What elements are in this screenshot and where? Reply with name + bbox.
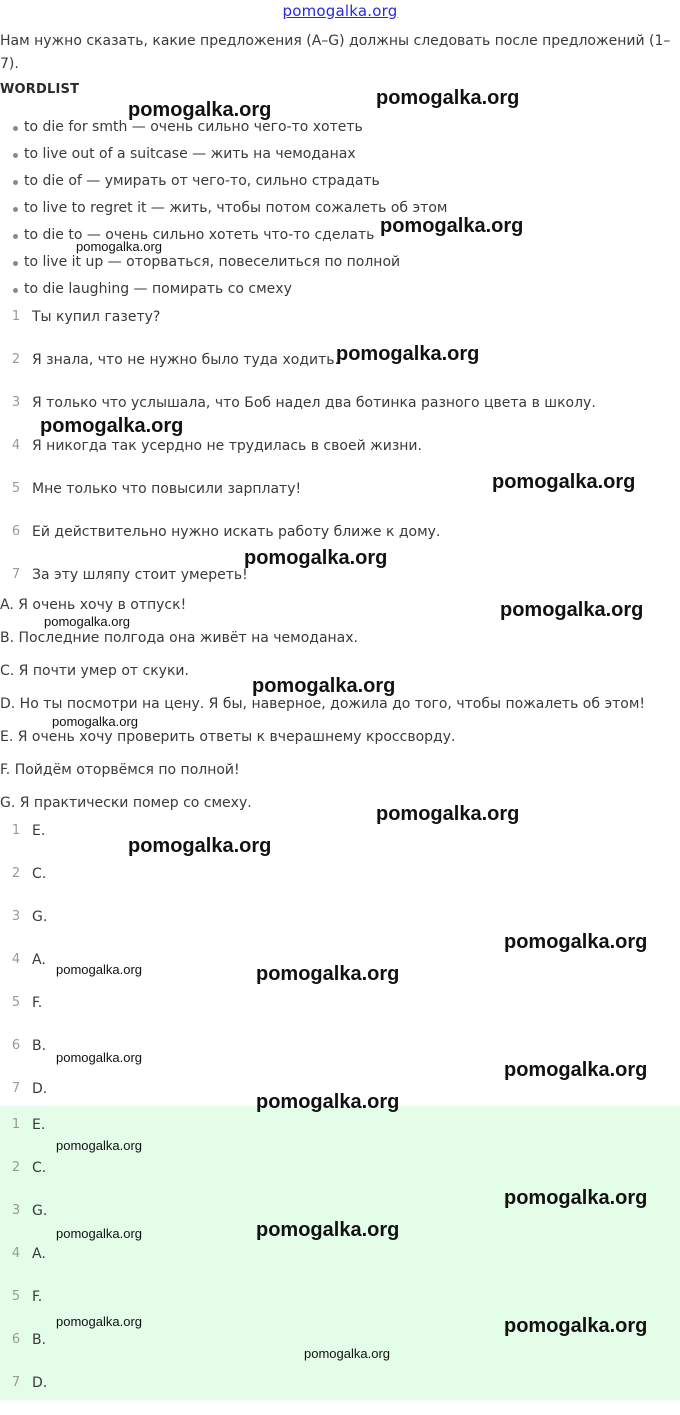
watermark: pomogalka.org bbox=[492, 471, 636, 493]
answer-letter: G. bbox=[32, 909, 48, 925]
answer-letter: B. bbox=[32, 1038, 47, 1054]
watermark: pomogalka.org bbox=[504, 931, 648, 953]
item-number: 5 bbox=[11, 995, 21, 1010]
item-number: 1 bbox=[11, 823, 21, 838]
answer-item bbox=[0, 863, 47, 906]
answer-item bbox=[0, 1286, 47, 1329]
item-number: 2 bbox=[11, 352, 21, 367]
option-item: E. Я очень хочу проверить ответы к вчерашнему кроссворду. bbox=[0, 729, 456, 745]
sentence-item bbox=[0, 349, 596, 392]
option-item: G. Я практически помер со смеху. bbox=[0, 795, 252, 811]
wordlist bbox=[0, 116, 447, 305]
answer-letter: F. bbox=[32, 995, 43, 1011]
item-number: 5 bbox=[11, 481, 21, 496]
watermark: pomogalka.org bbox=[256, 1091, 400, 1113]
item-number: 7 bbox=[11, 1081, 21, 1096]
watermark: pomogalka.org bbox=[52, 714, 138, 729]
wordlist-item: to live it up — оторваться, повеселиться по полной bbox=[0, 251, 447, 278]
answer-letter: F. bbox=[32, 1289, 43, 1305]
highlighted-answer-list bbox=[0, 1114, 47, 1415]
answer-item bbox=[0, 1200, 47, 1243]
option-item: C. Я почти умер от скуки. bbox=[0, 663, 189, 679]
answer-item bbox=[0, 1114, 47, 1157]
answer-letter: D. bbox=[32, 1081, 48, 1097]
answer-item bbox=[0, 1157, 47, 1200]
option-item: D. Но ты посмотри на цену. Я бы, наверное, дожила до того, чтобы пожалеть об этом! bbox=[0, 696, 646, 712]
item-number: 3 bbox=[11, 1203, 21, 1218]
wordlist-title: WORDLIST bbox=[0, 82, 80, 97]
watermark: pomogalka.org bbox=[56, 1138, 142, 1153]
site-link[interactable]: pomogalka.org bbox=[282, 2, 398, 20]
watermark: pomogalka.org bbox=[376, 803, 520, 825]
answer-letter: A. bbox=[32, 952, 46, 968]
task-instruction: Нам нужно сказать, какие предложения (A–G) должны следовать после предложений (1–7). bbox=[0, 33, 671, 72]
item-number: 7 bbox=[11, 567, 21, 582]
answer-item bbox=[0, 949, 47, 992]
watermark: pomogalka.org bbox=[500, 599, 644, 621]
item-number: 6 bbox=[11, 1332, 21, 1347]
answer-item bbox=[0, 1035, 47, 1078]
answer-letter: E. bbox=[32, 823, 46, 839]
watermark: pomogalka.org bbox=[56, 1226, 142, 1241]
watermark: pomogalka.org bbox=[128, 99, 272, 121]
sentence-text: Ты купил газету? bbox=[32, 309, 161, 325]
item-number: 5 bbox=[11, 1289, 21, 1304]
sentence-text: За эту шляпу стоит умереть! bbox=[32, 567, 248, 583]
item-number: 2 bbox=[11, 1160, 21, 1175]
answer-item bbox=[0, 1329, 47, 1372]
answer-letter: C. bbox=[32, 866, 47, 882]
item-number: 4 bbox=[11, 1246, 21, 1261]
watermark: pomogalka.org bbox=[376, 87, 520, 109]
answer-letter: B. bbox=[32, 1332, 47, 1348]
watermark: pomogalka.org bbox=[252, 675, 396, 697]
answer-item bbox=[0, 906, 47, 949]
answer-letter: C. bbox=[32, 1160, 47, 1176]
watermark: pomogalka.org bbox=[56, 1050, 142, 1065]
sentence-text: Мне только что повысили зарплату! bbox=[32, 481, 302, 497]
watermark: pomogalka.org bbox=[56, 962, 142, 977]
item-number: 2 bbox=[11, 866, 21, 881]
watermark: pomogalka.org bbox=[336, 343, 480, 365]
watermark: pomogalka.org bbox=[76, 239, 162, 254]
wordlist-item: to die to — очень сильно хотеть что-то сделать bbox=[0, 224, 447, 251]
sentence-text: Я никогда так усердно не трудилась в своей жизни. bbox=[32, 438, 422, 454]
item-number: 6 bbox=[11, 524, 21, 539]
sentence-item bbox=[0, 306, 596, 349]
watermark: pomogalka.org bbox=[380, 215, 524, 237]
item-number: 1 bbox=[11, 1117, 21, 1132]
watermark: pomogalka.org bbox=[128, 835, 272, 857]
sentence-text: Я знала, что не нужно было туда ходить. bbox=[32, 352, 339, 368]
option-item: A. Я очень хочу в отпуск! bbox=[0, 597, 187, 613]
option-item: B. Последние полгода она живёт на чемоданах. bbox=[0, 630, 358, 646]
wordlist-item: to die laughing — помирать со смеху bbox=[0, 278, 447, 305]
item-number: 6 bbox=[11, 1038, 21, 1053]
watermark: pomogalka.org bbox=[256, 1219, 400, 1241]
answer-letter: E. bbox=[32, 1117, 46, 1133]
watermark: pomogalka.org bbox=[304, 1346, 390, 1361]
watermark: pomogalka.org bbox=[504, 1187, 648, 1209]
wordlist-item: to live out of a suitcase — жить на чемоданах bbox=[0, 143, 447, 170]
answer-letter: D. bbox=[32, 1375, 48, 1391]
watermark: pomogalka.org bbox=[56, 1314, 142, 1329]
item-number: 3 bbox=[11, 909, 21, 924]
answer-item bbox=[0, 992, 47, 1035]
sentence-text: Я только что услышала, что Боб надел два ботинка разного цвета в школу. bbox=[32, 395, 596, 411]
item-number: 1 bbox=[11, 309, 21, 324]
watermark: pomogalka.org bbox=[256, 963, 400, 985]
item-number: 7 bbox=[11, 1375, 21, 1390]
watermark: pomogalka.org bbox=[40, 415, 184, 437]
sentence-text: Ей действительно нужно искать работу ближе к дому. bbox=[32, 524, 441, 540]
item-number: 4 bbox=[11, 952, 21, 967]
answer-item bbox=[0, 820, 47, 863]
watermark: pomogalka.org bbox=[44, 614, 130, 629]
answer-item bbox=[0, 1243, 47, 1286]
watermark: pomogalka.org bbox=[504, 1315, 648, 1337]
answer-letter: A. bbox=[32, 1246, 46, 1262]
wordlist-item: to die for smth — очень сильно чего-то хотеть bbox=[0, 116, 447, 143]
wordlist-item: to live to regret it — жить, чтобы потом сожалеть об этом bbox=[0, 197, 447, 224]
answer-list bbox=[0, 820, 47, 1121]
watermark: pomogalka.org bbox=[244, 547, 388, 569]
item-number: 4 bbox=[11, 438, 21, 453]
item-number: 3 bbox=[11, 395, 21, 410]
wordlist-item: to die of — умирать от чего-то, сильно страдать bbox=[0, 170, 447, 197]
option-item: F. Пойдём оторвёмся по полной! bbox=[0, 762, 240, 778]
answer-letter: G. bbox=[32, 1203, 48, 1219]
watermark: pomogalka.org bbox=[504, 1059, 648, 1081]
answer-item bbox=[0, 1372, 47, 1415]
